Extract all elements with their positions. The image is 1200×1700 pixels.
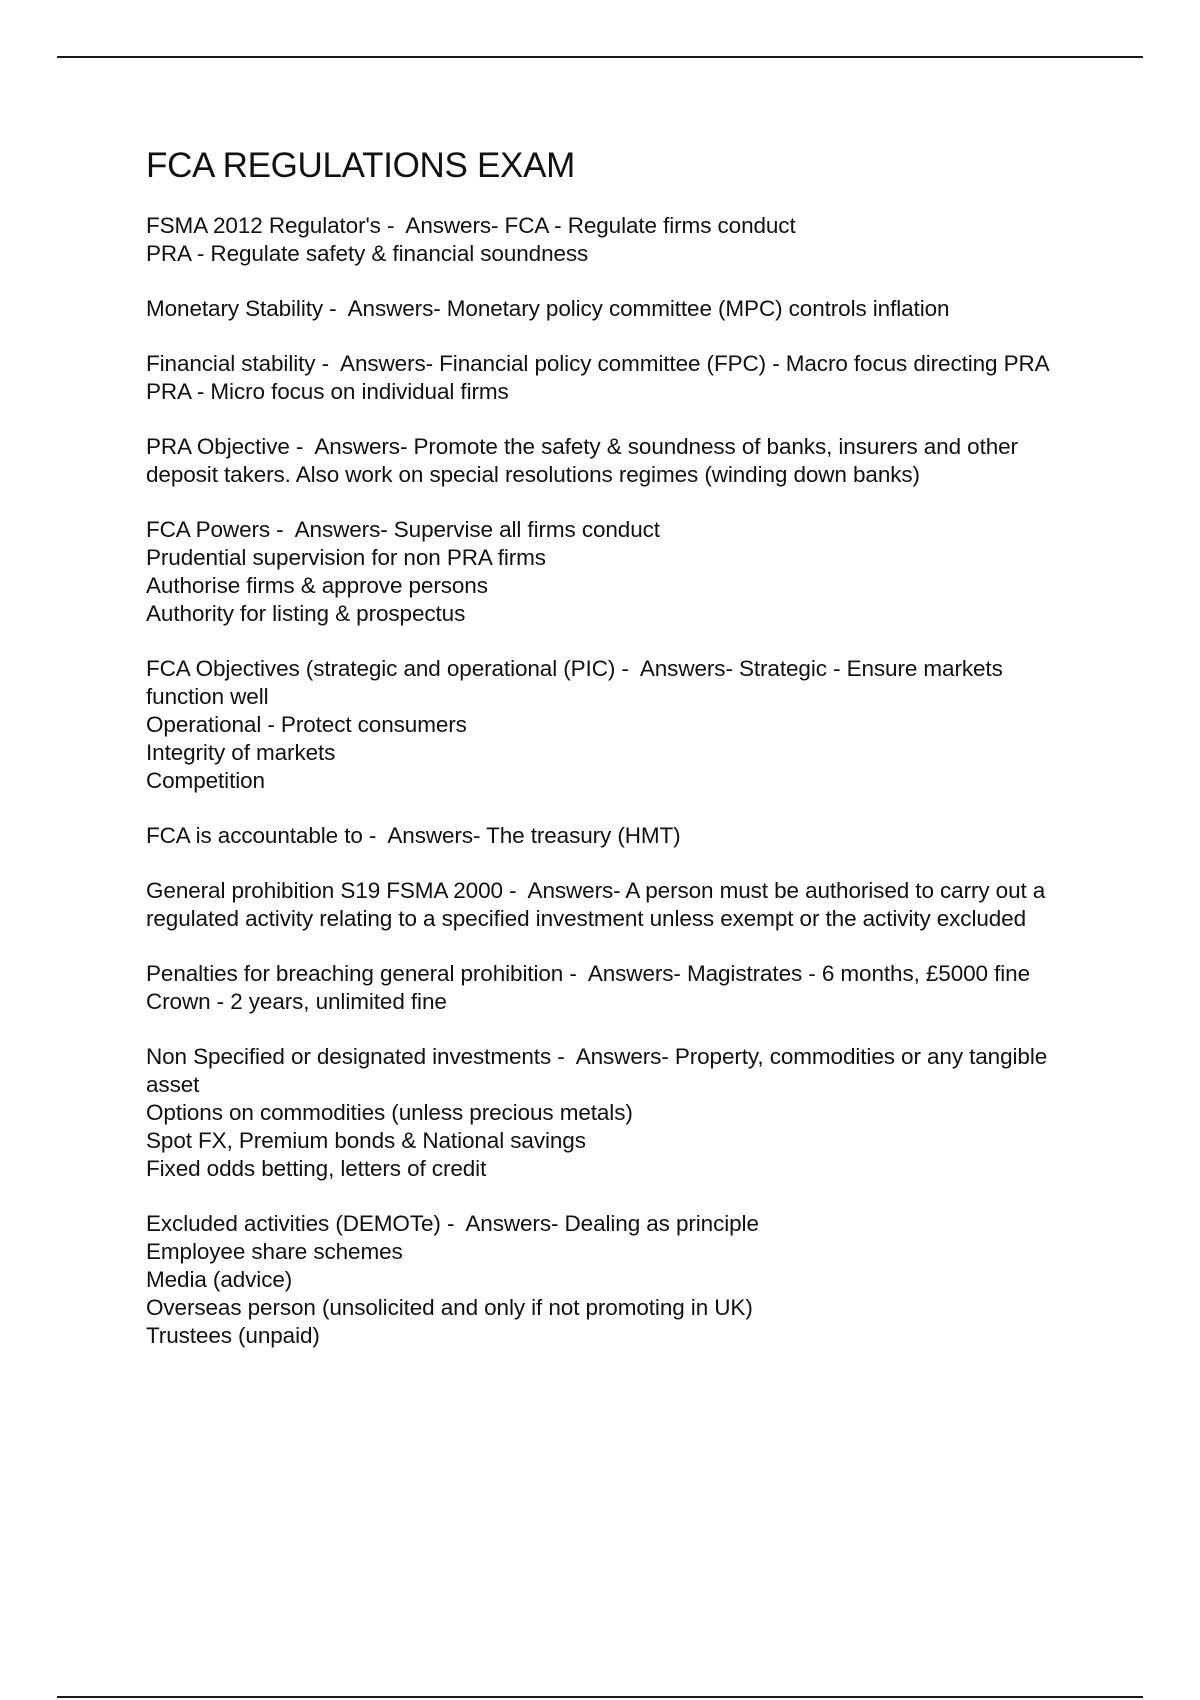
document-body xyxy=(146,142,1086,1377)
answer-line: Operational - Protect consumers xyxy=(146,712,467,737)
question-text: FCA Objectives (strategic and operational (PIC) - xyxy=(146,656,635,681)
answer-line: Authority for listing & prospectus xyxy=(146,601,466,626)
answer-line: PRA - Regulate safety & financial soundness xyxy=(146,241,589,266)
qa-item xyxy=(146,295,1086,323)
document-title: FCA REGULATIONS EXAM xyxy=(146,146,575,185)
qa-first-line xyxy=(146,1043,1086,1099)
answer-line: Magistrates - 6 months, £5000 fine xyxy=(686,961,1030,986)
answer-line: Employee share schemes xyxy=(146,1239,403,1264)
answer-prefix: Answers- xyxy=(309,434,414,459)
question-text: General prohibition S19 FSMA 2000 - xyxy=(146,878,523,903)
qa-first-line xyxy=(146,433,1086,489)
qa-item xyxy=(146,433,1086,489)
qa-first-line xyxy=(146,1210,1086,1238)
answer-prefix: Answers- xyxy=(382,823,487,848)
answer-line: Promote the safety & soundness of banks, insurers and other deposit takers. Also work on special resolutions regimes (winding down banks) xyxy=(146,434,1025,487)
answer-prefix: Answers- xyxy=(335,351,440,376)
qa-first-line xyxy=(146,212,1086,240)
answer-line: A person must be authorised to carry out a regulated activity relating to a specified investment unless exempt or the activity excluded xyxy=(146,878,1052,931)
answer-line: Property, commodities or any tangible asset xyxy=(146,1044,1054,1097)
question-text: Excluded activities (DEMOTe) - xyxy=(146,1211,461,1236)
answer-line: Fixed odds betting, letters of credit xyxy=(146,1156,487,1181)
qa-first-line xyxy=(146,655,1086,711)
answer-prefix: Answers- xyxy=(342,296,447,321)
question-text: Non Specified or designated investments - xyxy=(146,1044,571,1069)
qa-item xyxy=(146,516,1086,628)
question-text: Penalties for breaching general prohibition - xyxy=(146,961,583,986)
qa-item xyxy=(146,655,1086,795)
answer-line: The treasury (HMT) xyxy=(486,823,681,848)
qa-first-line xyxy=(146,516,1086,544)
qa-list xyxy=(146,212,1086,1350)
question-text: Monetary Stability - xyxy=(146,296,343,321)
answer-line: Financial policy committee (FPC) - Macro focus directing PRA xyxy=(439,351,1050,376)
answer-line: Dealing as principle xyxy=(564,1211,759,1236)
answer-prefix: Answers- xyxy=(400,213,505,238)
qa-item xyxy=(146,960,1086,1016)
bottom-rule xyxy=(57,1696,1143,1698)
question-text: PRA Objective - xyxy=(146,434,310,459)
answer-line: Media (advice) xyxy=(146,1267,293,1292)
answer-line: PRA - Micro focus on individual firms xyxy=(146,379,509,404)
answer-prefix: Answers- xyxy=(570,1044,675,1069)
answer-line: Monetary policy committee (MPC) controls inflation xyxy=(446,296,950,321)
answer-line: Competition xyxy=(146,768,265,793)
answer-line: Crown - 2 years, unlimited fine xyxy=(146,989,447,1014)
answer-prefix: Answers- xyxy=(634,656,739,681)
question-text: Financial stability - xyxy=(146,351,336,376)
qa-first-line xyxy=(146,822,1086,850)
answer-line: Integrity of markets xyxy=(146,740,336,765)
qa-item xyxy=(146,350,1086,406)
question-text: FCA Powers - xyxy=(146,517,290,542)
answer-prefix: Answers- xyxy=(289,517,394,542)
answer-prefix: Answers- xyxy=(460,1211,565,1236)
question-text: FSMA 2012 Regulator's - xyxy=(146,213,401,238)
answer-line: Prudential supervision for non PRA firms xyxy=(146,545,546,570)
answer-line: Spot FX, Premium bonds & National savings xyxy=(146,1128,586,1153)
qa-item xyxy=(146,822,1086,850)
answer-line: FCA - Regulate firms conduct xyxy=(504,213,796,238)
qa-first-line xyxy=(146,350,1086,378)
qa-first-line xyxy=(146,960,1086,988)
qa-first-line xyxy=(146,877,1086,933)
qa-item xyxy=(146,1043,1086,1183)
answer-line: Strategic - Ensure markets function well xyxy=(146,656,1009,709)
answer-prefix: Answers- xyxy=(522,878,626,903)
answer-prefix: Answers- xyxy=(582,961,687,986)
question-text: FCA is accountable to - xyxy=(146,823,383,848)
qa-item xyxy=(146,1210,1086,1350)
top-rule xyxy=(57,56,1143,58)
answer-line: Trustees (unpaid) xyxy=(146,1323,320,1348)
qa-item xyxy=(146,212,1086,268)
qa-item xyxy=(146,877,1086,933)
answer-line: Overseas person (unsolicited and only if not promoting in UK) xyxy=(146,1295,753,1320)
answer-line: Supervise all firms conduct xyxy=(393,517,660,542)
answer-line: Authorise firms & approve persons xyxy=(146,573,488,598)
qa-first-line xyxy=(146,295,1086,323)
answer-line: Options on commodities (unless precious metals) xyxy=(146,1100,633,1125)
